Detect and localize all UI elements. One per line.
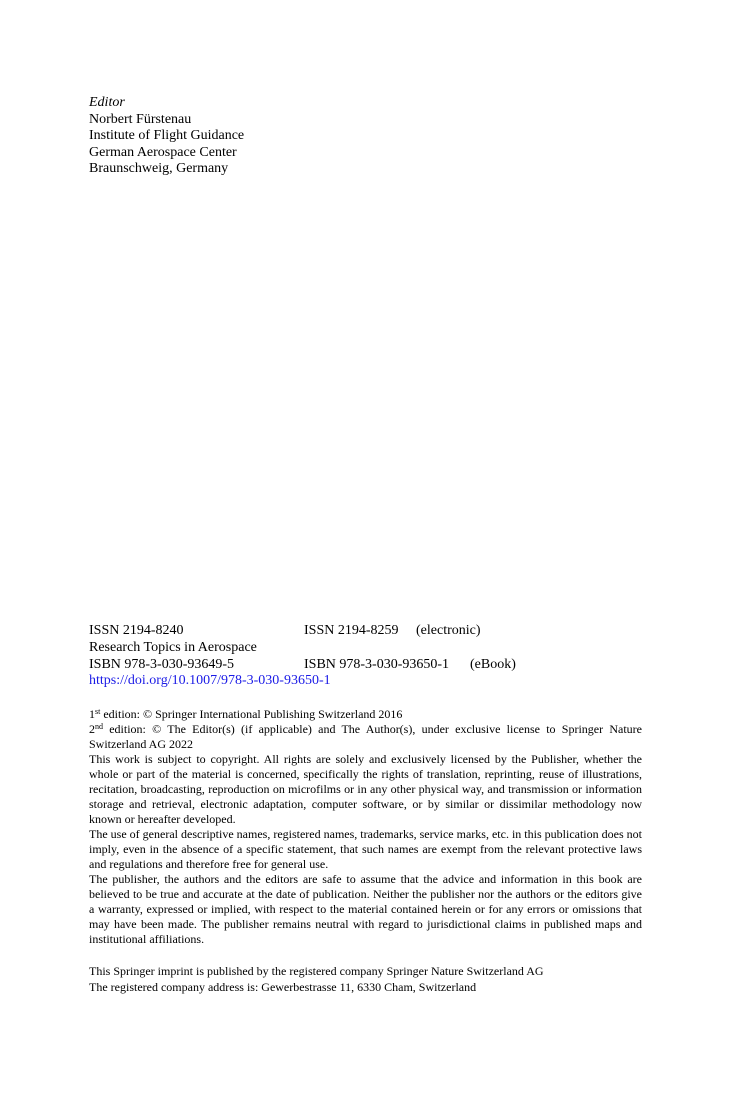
second-edition-text: edition: © The Editor(s) (if applicable) and The Author(s), under exclusive license to Springer Nature Switzerland AG 2022 [89,722,642,751]
series-row [89,640,649,657]
editor-location: Braunschweig, Germany [89,161,229,177]
imprint-line-1: This Springer imprint is published by the registered company Springer Nature Switzerland AG [89,964,544,978]
isbn-row [89,657,649,674]
second-edition-line [89,722,642,752]
copyright-paragraph: This work is subject to copyright. All rights are solely and exclusively licensed by the Publisher, whether the whole or part of the material is concerned, specifically the rights of translation, reprinting, reuse of illustrations, recitation, broadcasting, reproduction on microfilms or in any other physical way, and transmission or information storage and retrieval, electronic adaptation, computer software, or by similar or dissimilar methodology now known or hereafter developed. [89,752,642,826]
editor-label: Editor [89,95,125,110]
imprint-line-2: The registered company address is: Gewerbestrasse 11, 6330 Cham, Switzerland [89,979,477,994]
disclaimer-paragraph: The publisher, the authors and the editors are safe to assume that the advice and information in this book are believed to be true and accurate at the date of publication. Neither the publisher nor the authors or the editors give a warranty, expressed or implied, with respect to the material contained herein or for any errors or omissions that may have been made. The publisher remains neutral with regard to jurisdictional claims in published maps and institutional affiliations. [89,872,642,946]
legal-block [89,707,642,947]
second-edition-ordinal: nd [95,722,103,731]
first-edition-line [89,707,642,722]
editor-institute: Institute of Flight Guidance [89,128,245,144]
doi-link[interactable]: https://doi.org/10.1007/978-3-030-93650-1 [89,673,331,689]
isbn-print: ISBN 978-3-030-93649-5 [89,656,235,672]
doi-row [89,673,649,690]
series-title: Research Topics in Aerospace [89,639,257,655]
first-edition-number: 1 [89,707,95,721]
issn-electronic-note: (electronic) [416,623,481,638]
second-edition-number: 2 [89,722,95,736]
issn-row [89,623,649,640]
editor-block [89,95,489,178]
editor-center: German Aerospace Center [89,144,237,160]
issn-print: ISSN 2194-8240 [89,623,184,638]
identifiers-block [89,623,649,690]
first-edition-ordinal: st [95,707,101,716]
issn-electronic: ISSN 2194-8259 [304,623,399,638]
first-edition-text: edition: © Springer International Publishing Switzerland 2016 [100,707,403,721]
editor-name: Norbert Fürstenau [89,111,192,127]
names-paragraph: The use of general descriptive names, registered names, trademarks, service marks, etc. in this publication does not imply, even in the absence of a specific statement, that such names are exempt from the relevant protective laws and regulations and therefore free for general use. [89,827,642,871]
isbn-ebook-note: (eBook) [470,656,516,672]
isbn-ebook: ISBN 978-3-030-93650-1 [304,656,450,672]
imprint-block [89,964,649,995]
